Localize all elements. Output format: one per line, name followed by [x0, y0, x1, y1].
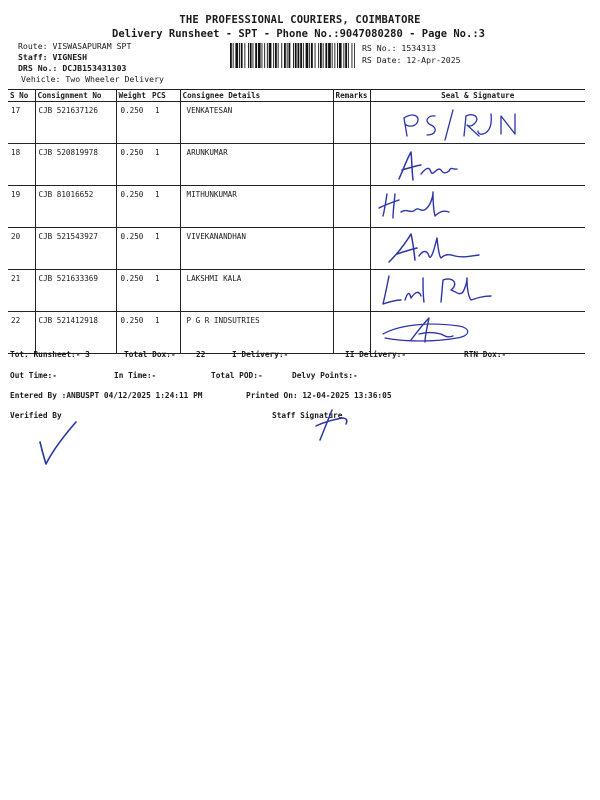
consignee-name: ARUNKUMAR: [180, 144, 333, 186]
table-row: [8, 102, 585, 144]
remarks-cell: [333, 228, 370, 270]
weight-value: 0.250: [116, 186, 152, 228]
handwritten-signature: [371, 102, 586, 144]
remarks-cell: [333, 102, 370, 144]
consignee-name: VIVEKANANDHAN: [180, 228, 333, 270]
signature-cell: [370, 186, 585, 228]
handwritten-signature: [371, 186, 586, 228]
staff-signature-label: Staff Signature: [272, 411, 343, 420]
barcode-image: [230, 43, 355, 68]
serial-number: 22: [8, 312, 35, 354]
remarks-cell: [333, 186, 370, 228]
staff-signature-mark: [306, 406, 366, 446]
table-row: [8, 312, 585, 354]
total-runsheet: Tot. Runsheet:- 3: [10, 350, 90, 359]
handwritten-signature: [371, 144, 586, 186]
consignment-number: CJB 521637126: [35, 102, 116, 144]
remarks-cell: [333, 270, 370, 312]
column-header: PCS: [152, 90, 180, 102]
weight-value: 0.250: [116, 144, 152, 186]
total-dox-label: Total Dox:-: [124, 350, 176, 359]
column-header: Consignee Details: [180, 90, 333, 102]
entered-by: Entered By :ANBUSPT 04/12/2025 1:24:11 PM: [10, 391, 203, 400]
rs-date: RS Date: 12-Apr-2025: [362, 55, 461, 65]
table-row: [8, 186, 585, 228]
weight-value: 0.250: [116, 228, 152, 270]
remarks-cell: [333, 144, 370, 186]
pcs-value: 1: [152, 102, 180, 144]
serial-number: 18: [8, 144, 35, 186]
consignment-number: CJB 521633369: [35, 270, 116, 312]
total-pod-label: Total POD:-: [211, 371, 263, 380]
rtn-dox-label: RTN Dox:-: [464, 350, 507, 359]
signature-cell: [370, 228, 585, 270]
signature-cell: [370, 144, 585, 186]
consignee-name: P G R INDSUTRIES: [180, 312, 333, 354]
column-header: Seal & Signature: [370, 90, 585, 102]
company-title: THE PROFESSIONAL COURIERS, COIMBATORE: [179, 14, 421, 26]
handwritten-signature: [371, 228, 586, 270]
consignment-number: CJB 521412918: [35, 312, 116, 354]
weight-value: 0.250: [116, 312, 152, 354]
i-delivery-label: I Delivery:-: [232, 350, 289, 359]
consignee-name: LAKSHMI KALA: [180, 270, 333, 312]
consignment-number: CJB 520819978: [35, 144, 116, 186]
column-header: Consignment No: [35, 90, 116, 102]
ii-delivery-label: II Delivery:-: [345, 350, 407, 359]
runsheet-table: [8, 89, 585, 354]
runsheet-subtitle: Delivery Runsheet - SPT - Phone No.:9047080280 - Page No.:3: [112, 28, 485, 40]
column-header: Weight: [116, 90, 152, 102]
pcs-value: 1: [152, 186, 180, 228]
consignee-name: MITHUNKUMAR: [180, 186, 333, 228]
serial-number: 20: [8, 228, 35, 270]
out-time-label: Out Time:-: [10, 371, 57, 380]
staff-label: Staff: VIGNESH: [18, 52, 88, 62]
weight-value: 0.250: [116, 102, 152, 144]
serial-number: 19: [8, 186, 35, 228]
weight-value: 0.250: [116, 270, 152, 312]
column-header: S No: [8, 90, 35, 102]
vehicle-label: Vehicle: Two Wheeler Delivery: [21, 74, 164, 84]
column-header: Remarks: [333, 90, 370, 102]
remarks-cell: [333, 312, 370, 354]
pcs-value: 1: [152, 144, 180, 186]
signature-cell: [370, 102, 585, 144]
handwritten-signature: [371, 270, 586, 312]
delivery-points-label: Delvy Points:-: [292, 371, 358, 380]
table-row: [8, 228, 585, 270]
table-row: [8, 144, 585, 186]
handwritten-signature: [371, 312, 586, 354]
rs-number: RS No.: 1534313: [362, 43, 436, 53]
signature-cell: [370, 270, 585, 312]
verified-by-label: Verified By: [10, 411, 62, 420]
printed-on: Printed On: 12-04-2025 13:36:05: [246, 391, 392, 400]
verified-checkmark: [36, 420, 96, 470]
serial-number: 21: [8, 270, 35, 312]
signature-cell: [370, 312, 585, 354]
total-dox-value: 22: [196, 350, 206, 359]
serial-number: 17: [8, 102, 35, 144]
pcs-value: 1: [152, 312, 180, 354]
consignment-number: CJB 81016652: [35, 186, 116, 228]
consignment-number: CJB 521543927: [35, 228, 116, 270]
drs-number: DRS No.: DCJB153431303: [18, 63, 127, 73]
pcs-value: 1: [152, 228, 180, 270]
pcs-value: 1: [152, 270, 180, 312]
table-header-row: [8, 90, 585, 102]
consignee-name: VENKATESAN: [180, 102, 333, 144]
route-label: Route: VISWASAPURAM SPT: [18, 41, 132, 51]
in-time-label: In Time:-: [114, 371, 157, 380]
table-row: [8, 270, 585, 312]
